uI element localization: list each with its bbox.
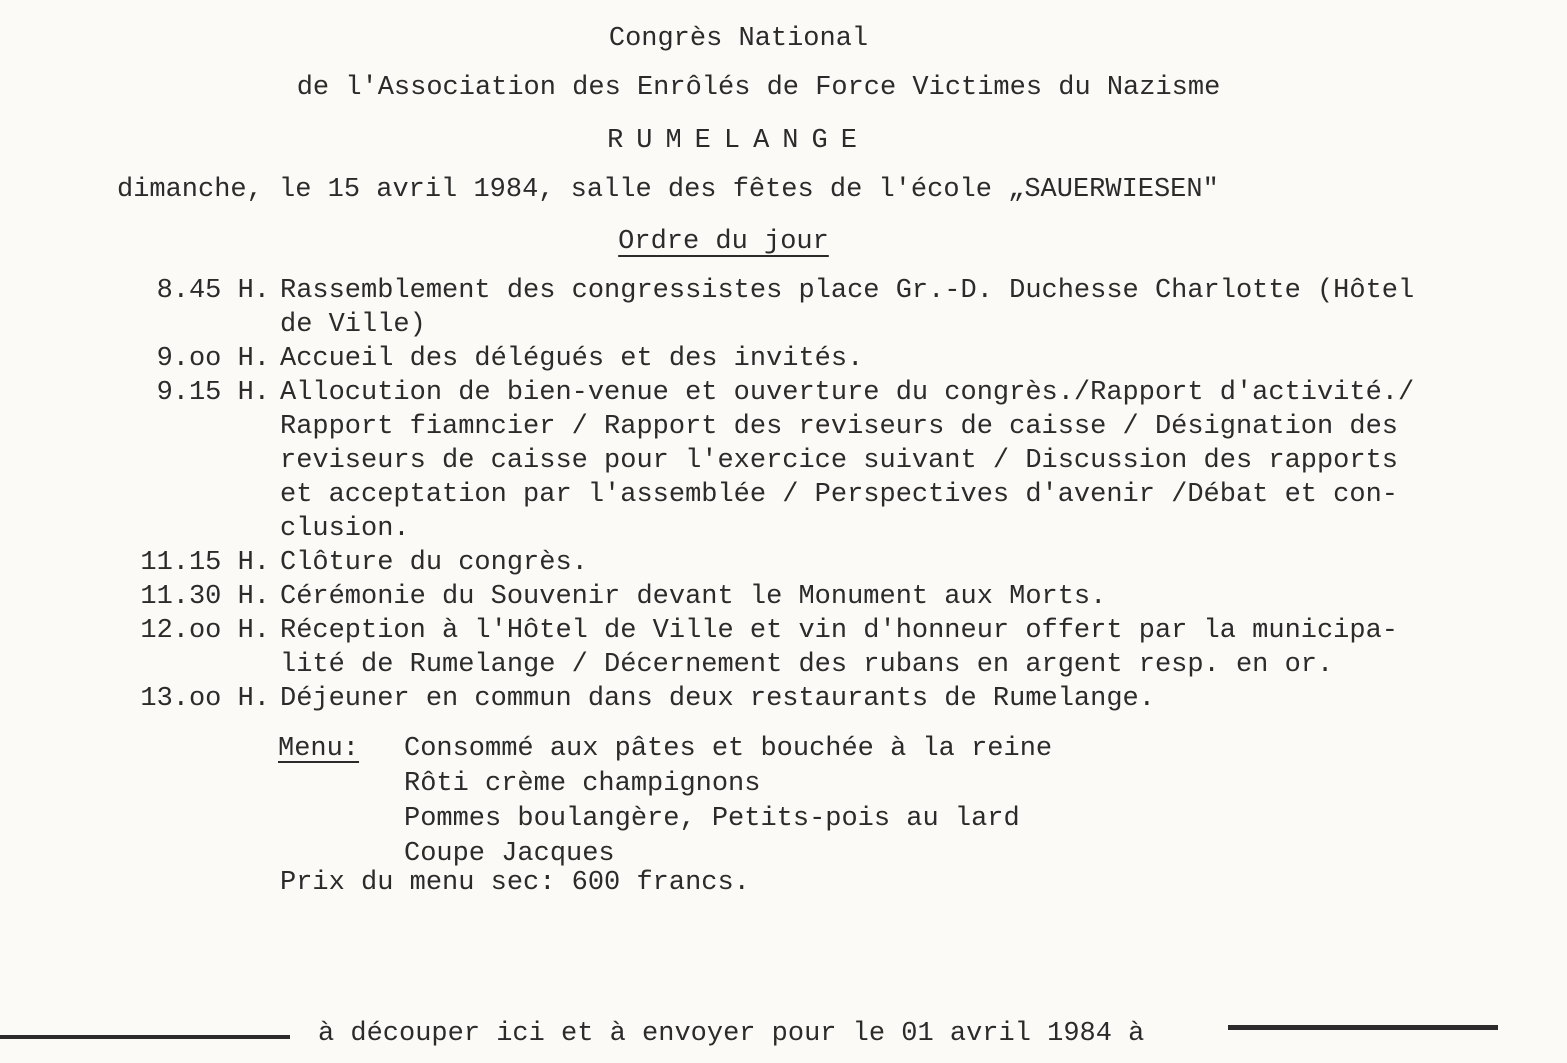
agenda-list xyxy=(110,274,1530,716)
congress-title: Congrès National xyxy=(608,24,869,54)
menu-item: Rôti crème champignons xyxy=(404,769,761,799)
menu-section xyxy=(278,732,1052,872)
agenda-text: Allocution de bien-venue et ouverture du congrès./Rapport d'activité./ Rapport fiamncier / Rapport des reviseurs de caisse / Désignation des reviseurs de caisse pour l'exercice suivant / Discussion des rapports et acceptation par l'assemblée / Perspectives d'avenir /Débat et con- clusion. xyxy=(280,378,1415,544)
agenda-text: Déjeuner en commun dans deux restaurants de Rumelange. xyxy=(280,684,1155,714)
agenda-time: 8.45 H. xyxy=(156,276,270,306)
agenda-time: 9.oo H. xyxy=(156,344,270,374)
agenda-text: Rassemblement des congressistes place Gr.-D. Duchesse Charlotte (Hôtel de Ville) xyxy=(280,276,1415,340)
agenda-text: Cérémonie du Souvenir devant le Monument aux Morts. xyxy=(280,582,1107,612)
menu-label: Menu: xyxy=(278,734,360,764)
agenda-item xyxy=(110,546,1530,580)
agenda-text: Accueil des délégués et des invités. xyxy=(280,344,864,374)
cut-line-left-rule xyxy=(0,1035,290,1039)
association-name: de l'Association des Enrôlés de Force Victimes du Nazisme xyxy=(296,73,1221,103)
agenda-time: 11.30 H. xyxy=(140,582,270,612)
agenda-item xyxy=(110,274,1530,342)
cut-line xyxy=(0,1015,1567,1055)
agenda-item xyxy=(110,342,1530,376)
menu-row xyxy=(278,732,1052,872)
agenda-time: 12.oo H. xyxy=(140,616,270,646)
menu-items xyxy=(404,732,1052,872)
menu-item: Coupe Jacques xyxy=(404,839,615,869)
agenda-time: 11.15 H. xyxy=(140,548,270,578)
agenda-time: 13.oo H. xyxy=(140,684,270,714)
agenda-item xyxy=(110,614,1530,682)
menu-item: Consommé aux pâtes et bouchée à la reine xyxy=(404,734,1053,764)
menu-item: Pommes boulangère, Petits-pois au lard xyxy=(404,804,1020,834)
cut-line-text: à découper ici et à envoyer pour le 01 avril 1984 à xyxy=(318,1019,1145,1049)
agenda-text: Réception à l'Hôtel de Ville et vin d'honneur offert par la municipa- lité de Rumelange / Décernement des rubans en argent resp. en or. xyxy=(280,616,1398,680)
agenda-item xyxy=(110,682,1530,716)
date-venue: dimanche, le 15 avril 1984, salle des fêtes de l'école „SAUERWIESEN" xyxy=(117,175,1219,205)
cut-line-right-rule xyxy=(1228,1025,1498,1030)
agenda-text: Clôture du congrès. xyxy=(280,548,588,578)
menu-price: Prix du menu sec: 600 francs. xyxy=(280,868,750,898)
agenda-heading xyxy=(0,227,1507,257)
agenda-time: 9.15 H. xyxy=(156,378,270,408)
agenda-item xyxy=(110,580,1530,614)
agenda-heading-text: Ordre du jour xyxy=(618,227,829,257)
town-name: RUMELANGE xyxy=(607,126,870,156)
agenda-item xyxy=(110,376,1530,546)
